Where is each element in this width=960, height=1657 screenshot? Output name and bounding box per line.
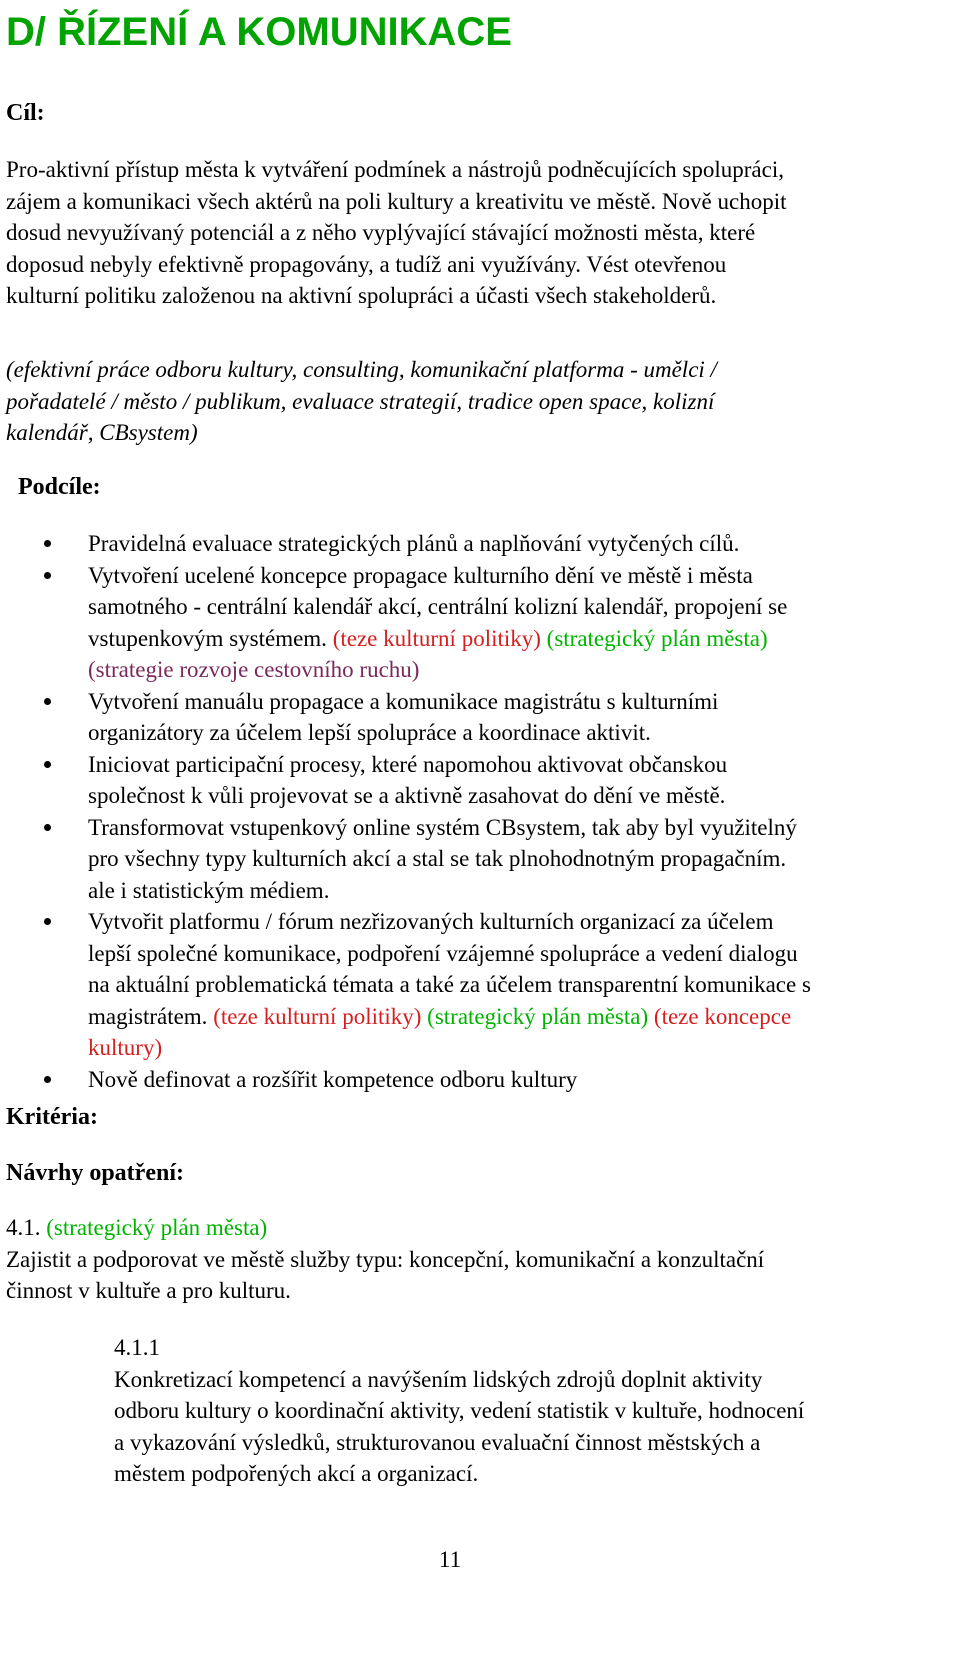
tag-teze-kulturni-politiky: (teze kulturní politiky) [332, 625, 541, 651]
subgoal-text: pro všechny typy kulturních akcí a stal se tak plnohodnotným propagačním. [88, 846, 787, 871]
tag-strategicky-plan-mesta: (strategický plán města) [46, 1215, 268, 1240]
page-title: D/ ŘÍZENÍ A KOMUNIKACE [6, 10, 512, 54]
list-item [44, 749, 959, 812]
subgoal-text: Pravidelná evaluace strategických plánů a naplňování vytyčených cílů. [88, 531, 740, 556]
bullet-icon [44, 761, 51, 768]
subgoal-text: magistrátem. [88, 1003, 208, 1029]
list-item [44, 560, 959, 686]
subgoal-text: společnost k vůli projevovat se a aktivně zasahovat do dění ve městě. [88, 783, 726, 808]
measure-text: a vykazování výsledků, strukturovanou evaluační činnost městských a [114, 1429, 761, 1455]
subgoal-text: Vytvoření manuálu propagace a komunikace magistrátu s kulturními [88, 688, 719, 714]
tag-strategicky-plan-mesta: (strategický plán města) [546, 625, 768, 651]
tag-strategicky-plan-mesta: (strategický plán města) [427, 1003, 649, 1029]
bullet-icon [44, 540, 51, 547]
subgoal-text: ale i statistickým médiem. [88, 877, 330, 903]
goal-note-line: (efektivní práce odboru kultury, consulting, komunikační platforma - umělci / [6, 357, 717, 382]
subgoal-text: lepší společné komunikace, podpoření vzájemné spolupráce a vedení dialogu [88, 940, 798, 966]
subgoal-text: Nově definovat a rozšířit kompetence odboru kultury [88, 1066, 578, 1092]
goal-note-line: pořadatelé / město / publikum, evaluace strategií, tradice open space, kolizní [6, 388, 715, 414]
measure-text: Konkretizací kompetencí a navýšením lidských zdrojů doplnit aktivity [114, 1366, 763, 1392]
list-item [44, 528, 959, 560]
subgoal-text: organizátory za účelem lepší spolupráce a koordinace aktivit. [88, 720, 651, 745]
measure-number: 4.1.1 [114, 1335, 160, 1360]
goal-line: kulturní politiku založenou na aktivní spolupráci a účasti všech stakeholderů. [6, 283, 717, 308]
measure-number: 4.1. [6, 1215, 41, 1240]
tag-teze-koncepce-kultury: (teze koncepce [653, 1003, 792, 1029]
bullet-icon [44, 918, 51, 925]
subgoal-text: Vytvoření ucelené koncepce propagace kulturního dění ve městě i města [88, 562, 753, 588]
tag-strategie-cestovniho-ruchu: (strategie rozvoje cestovního ruchu) [88, 657, 420, 682]
bullet-icon [44, 698, 51, 705]
goal-line: doposud nebyly efektivně propagovány, a tudíž ani využívány. Vést otevřenou [6, 251, 727, 277]
criteria-label: Kritéria: [6, 1104, 98, 1130]
subgoal-text: Vytvořit platformu / fórum nezřizovaných kulturních organizací za účelem [88, 909, 774, 934]
goal-line: dosud nevyužívaný potenciál a z něho vyplývající stávající možnosti města, které [6, 220, 756, 245]
goal-label: Cíl: [6, 100, 45, 126]
list-item [44, 1064, 959, 1096]
measure-text: činnost v kultuře a pro kulturu. [6, 1278, 291, 1303]
goal-line: Pro-aktivní přístup města k vytváření podmínek a nástrojů podněcujících spolupráci, [6, 157, 784, 182]
goal-line: zájem a komunikaci všech aktérů na poli kultury a kreativitu ve městě. Nově uchopit [6, 188, 787, 214]
subgoals-list [44, 528, 959, 1095]
bullet-icon [44, 572, 51, 579]
subgoal-text: na aktuální problematická témata a také za účelem transparentní komunikace s [88, 972, 811, 997]
bullet-icon [44, 824, 51, 831]
measure-text: odboru kultury o koordinační aktivity, vedení statistik v kultuře, hodnocení [114, 1398, 805, 1423]
goal-paragraph [6, 154, 956, 312]
measure-4-1 [6, 1212, 956, 1307]
measure-text: městem podpořených akcí a organizací. [114, 1461, 479, 1486]
goal-note [6, 354, 956, 449]
list-item [44, 812, 959, 907]
page-number: 11 [438, 1547, 462, 1572]
list-item [44, 686, 959, 749]
subgoals-label: Podcíle: [18, 474, 101, 500]
subgoal-text: Transformovat vstupenkový online systém CBsystem, tak aby byl využitelný [88, 814, 797, 840]
goal-note-line: kalendář, CBsystem) [6, 420, 198, 445]
measure-4-1-1 [114, 1332, 959, 1490]
measures-label: Návrhy opatření: [6, 1160, 184, 1186]
tag-teze-koncepce-kultury: kultury) [88, 1035, 163, 1060]
measure-text: Zajistit a podporovat ve městě služby typu: koncepční, komunikační a konzultační [6, 1246, 765, 1272]
subgoal-text: samotného - centrální kalendář akcí, centrální kolizní kalendář, propojení se [88, 594, 788, 619]
list-item [44, 906, 959, 1064]
subgoal-text: vstupenkovým systémem. [88, 625, 327, 651]
bullet-icon [44, 1076, 51, 1083]
tag-teze-kulturni-politiky: (teze kulturní politiky) [213, 1003, 422, 1029]
subgoal-text: Iniciovat participační procesy, které napomohou aktivovat občanskou [88, 751, 728, 777]
